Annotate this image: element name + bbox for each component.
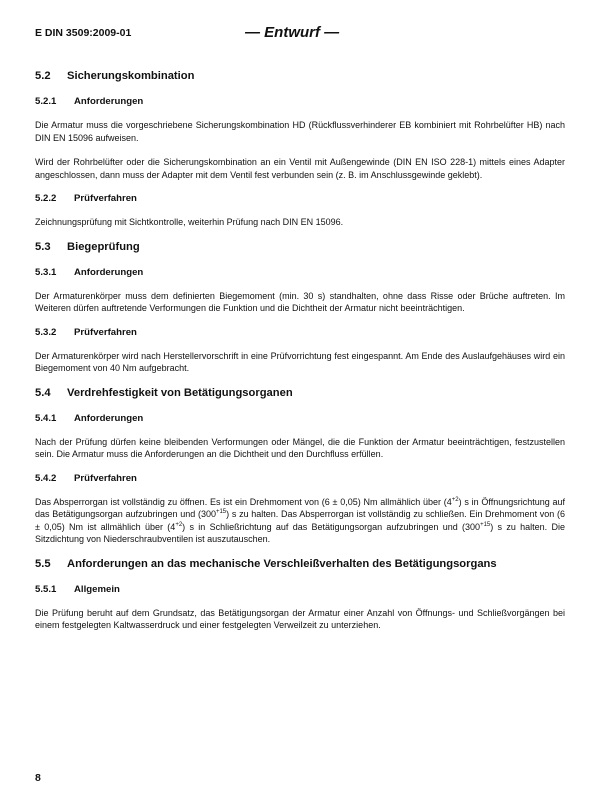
- subsection-heading-5-4-2: [35, 473, 565, 484]
- section-number: 5.4: [35, 386, 51, 399]
- tolerance-superscript: +15: [215, 509, 227, 515]
- paragraph-test-procedure: [35, 496, 565, 546]
- section-heading-5-3: [35, 241, 565, 253]
- document-id: E DIN 3509:2009-01: [35, 27, 132, 39]
- paragraph: Der Armaturenkörper wird nach Herstellervorschrift in eine Prüfvorrichtung fest eingespannt. Am Ende des Auslaufgehäuses wird ein Biegemoment von 40 Nm aufgebracht.: [35, 350, 565, 373]
- draft-label: — Entwurf —: [245, 24, 340, 41]
- section-title: Biegeprüfung: [67, 240, 140, 253]
- section-number: 5.3.2: [35, 326, 57, 338]
- subsection-heading-5-5-1: [35, 584, 565, 595]
- section-title: Sicherungskombination: [67, 70, 195, 82]
- text-run: ) s in Schließrichtung auf das Betätigungsorgan aufzubringen und (300: [182, 521, 481, 532]
- section-number: 5.4.1: [35, 412, 57, 424]
- tolerance-superscript: +2: [175, 521, 183, 528]
- section-number: 5.3.1: [35, 266, 57, 278]
- document-body: [35, 70, 565, 644]
- tolerance-superscript: +2: [451, 496, 459, 503]
- text-run: ) s zu halten. Das Absperrorgan ist vollständig zu schließen. Ein Drehmoment von (6 ± 0,05) Nm ist allmählich über (4: [35, 509, 565, 532]
- subsection-heading-5-3-2: [35, 327, 565, 338]
- section-title: Prüfverfahren: [74, 472, 137, 484]
- paragraph: Wird der Rohrbelüfter oder die Sicherungskombination an ein Ventil mit Außengewinde (DIN EN ISO 228-1) mittels eines Adapter angeschlossen, dann muss der Adapter mit dem Ventil fest verbunden sein (z. B. im Anschlussgewinde geklebt).: [35, 157, 565, 180]
- section-title: Prüfverfahren: [74, 326, 137, 338]
- section-title: Anforderungen an das mechanische Verschleißverhalten des Betätigungsorgans: [67, 557, 497, 570]
- section-title: Anforderungen: [74, 96, 144, 107]
- section-heading-5-4: [35, 387, 565, 399]
- section-heading-5-2: [35, 70, 565, 82]
- section-number: 5.4.2: [35, 472, 57, 484]
- tolerance-superscript: +15: [480, 521, 491, 528]
- section-title: Allgemein: [74, 583, 120, 595]
- paragraph: Der Armaturenkörper muss dem definierten Biegemoment (min. 30 s) standhalten, ohne dass Risse oder Brüche auftreten. Im Weiteren dürfen auftretende Verformungen die Funktion und die Dichtheit der Armatur nicht beeinträchtigen.: [35, 290, 565, 313]
- section-number: 5.2.1: [35, 96, 57, 107]
- section-number: 5.2.2: [35, 193, 57, 204]
- paragraph: Nach der Prüfung dürfen keine bleibenden Verformungen oder Mängel, die die Funktion der Armatur beeinträchtigen, festzustellen sein. Die Armatur muss die Anforderungen an die Dichtheit und den Durchfluss erfüllen.: [35, 436, 565, 459]
- section-title: Verdrehfestigkeit von Betätigungsorganen: [67, 386, 293, 399]
- paragraph: Zeichnungsprüfung mit Sichtkontrolle, weiterhin Prüfung nach DIN EN 15096.: [35, 217, 344, 227]
- subsection-heading-5-3-1: [35, 267, 565, 278]
- paragraph: Die Prüfung beruht auf dem Grundsatz, das Betätigungsorgan der Armatur einer Anzahl von Öffnungs- und Schließvorgängen bei einem festgelegten Kaltwasserdruck und einer festgelegten Verweilzeit zu unterziehen.: [35, 607, 565, 630]
- text-run: Das Absperrorgan ist vollständig zu öffnen. Es ist ein Drehmoment von (6 ± 0,05) Nm allmählich über (4: [35, 496, 452, 507]
- section-title: Anforderungen: [74, 412, 144, 424]
- subsection-heading-5-4-1: [35, 413, 565, 424]
- paragraph: Die Armatur muss die vorgeschriebene Sicherungskombination HD (Rückflussverhinderer EB kombiniert mit Rohrbelüfter HB) nach DIN EN 15096 aufweisen.: [35, 120, 565, 143]
- text-run: ) s zu halten. Die Sitzdichtung von Niederschraubventilen ist auszutauschen.: [35, 521, 565, 544]
- page-header: [35, 24, 565, 44]
- section-title: Anforderungen: [74, 266, 144, 278]
- section-title: Prüfverfahren: [74, 193, 137, 204]
- text-run: ) s in Öffnungsrichtung auf das Betätigungsorgan aufzubringen und (300: [35, 496, 565, 519]
- section-number: 5.5: [35, 557, 51, 570]
- section-heading-5-5: [35, 558, 565, 570]
- page-number: 8: [35, 772, 41, 784]
- subsection-heading-5-2-2: [35, 193, 565, 204]
- subsection-heading-5-2-1: [35, 96, 565, 107]
- section-number: 5.2: [35, 70, 51, 82]
- section-number: 5.3: [35, 240, 51, 253]
- section-number: 5.5.1: [35, 583, 57, 595]
